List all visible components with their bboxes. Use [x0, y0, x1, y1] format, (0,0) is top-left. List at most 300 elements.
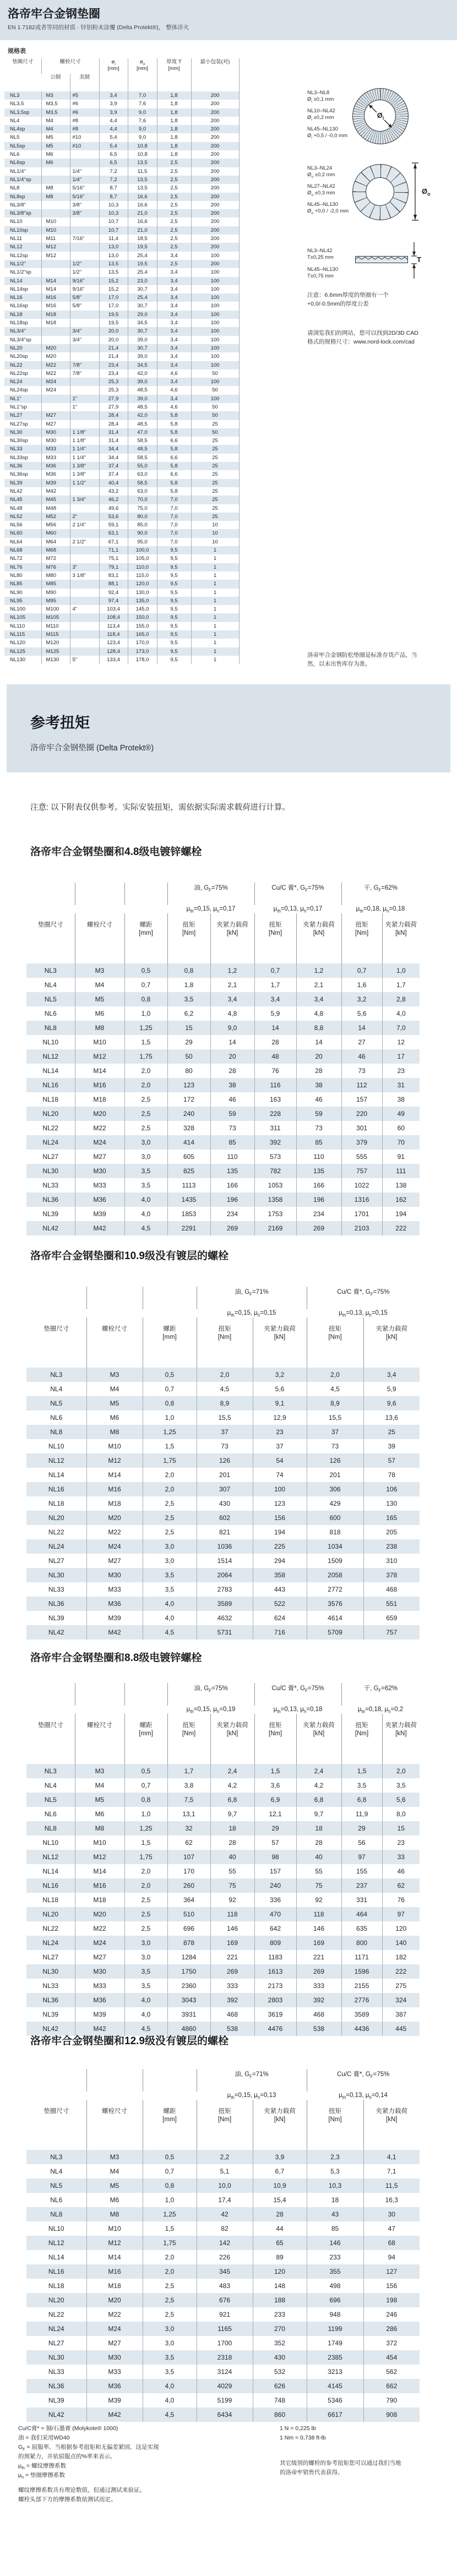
table-cell: NL27 — [48, 2339, 64, 2347]
col-header-clamp-load: 夹紧力载荷 [kN] — [296, 913, 341, 963]
table-cell: 4,0 — [124, 1993, 167, 2007]
table-cell: M8 — [75, 1021, 124, 1035]
table-cell: 11,9 — [341, 1807, 382, 1821]
table-cell: 454 — [363, 2350, 420, 2365]
table-cell: 1,2 — [296, 963, 341, 978]
table-cell: 34,5 — [128, 361, 157, 369]
table-cell: 2,0 — [124, 1878, 167, 1893]
table-cell: 328 — [167, 1121, 210, 1135]
table-cell: 414 — [167, 1135, 210, 1150]
table-cell: 98 — [254, 1850, 296, 1864]
table-cell: 120,0 — [128, 580, 157, 588]
table-row — [4, 361, 239, 369]
table-row — [4, 235, 239, 243]
table-cell: 13,5 — [128, 159, 157, 167]
table-cell: 532 — [253, 2365, 307, 2379]
table-cell: 372 — [363, 2336, 420, 2350]
table-cell: 3,0 — [143, 1539, 197, 1554]
table-cell: 25,4 — [128, 252, 157, 260]
table-cell: 59,1 — [99, 521, 128, 529]
table-cell: 2,0 — [143, 1482, 197, 1496]
table-row — [4, 252, 239, 260]
col-header-min-packaging: 最小包装(对) — [191, 58, 239, 91]
table-cell: 696 — [307, 2293, 363, 2307]
table-cell: 55 — [296, 1864, 341, 1878]
table-cell: NL30 — [42, 1968, 59, 1975]
table-cell: 3,4 — [157, 361, 191, 369]
table-cell: 127 — [363, 2264, 420, 2279]
table-cell: 5,6 — [341, 1006, 382, 1021]
table-cell: 15,4 — [253, 2193, 307, 2207]
table-cell: 7,0 — [157, 495, 191, 504]
table-cell: 1509 — [307, 1554, 363, 1568]
table-row — [26, 1135, 420, 1150]
torque-table-body — [26, 963, 420, 1235]
table-cell: 1,7 — [167, 1764, 210, 1778]
table-cell: 9,5 — [157, 656, 191, 664]
table-cell: 3,4 — [157, 311, 191, 319]
table-cell: 659 — [363, 1611, 420, 1625]
table-cell: 4860 — [167, 2022, 210, 2036]
table-cell: NL3 — [44, 967, 57, 974]
table-cell: 27 — [341, 1035, 382, 1049]
table-row — [26, 1793, 420, 1807]
table-cell: M80 — [41, 571, 70, 580]
table-cell: NL22 — [42, 1124, 59, 1132]
table-cell: NL6 — [50, 1414, 63, 1422]
table-row — [26, 1597, 420, 1611]
table-cell: NL27 — [42, 1153, 59, 1161]
table-cell: 63,1 — [99, 529, 128, 537]
table-cell: NL30 — [10, 429, 23, 435]
table-cell: M42 — [75, 1221, 124, 1235]
table-cell: 50 — [191, 428, 239, 437]
table-cell: 1 1/8" — [70, 428, 99, 437]
table-cell: 156 — [363, 2279, 420, 2293]
table-row — [4, 386, 239, 394]
table-cell: 9,0 — [128, 133, 157, 141]
table-row — [26, 2236, 420, 2250]
table-row — [4, 437, 239, 445]
table-cell: 126 — [197, 1453, 253, 1468]
outer-tolerance-label: NL45–NL130 $Ø_o +0,0 / -2,0$ mm — [307, 201, 349, 215]
table-cell: 198 — [363, 2293, 420, 2307]
table-cell: 921 — [197, 2307, 253, 2322]
col-header-outer-diameter: $ø_o$ [mm] — [128, 58, 157, 91]
table-cell: 3124 — [197, 2365, 253, 2379]
table-cell: NL27 — [42, 1953, 59, 1961]
table-cell: 28 — [254, 1035, 296, 1049]
table-cell: 78 — [363, 1468, 420, 1482]
table-cell: 0,7 — [254, 963, 296, 978]
table-cell: 25 — [191, 495, 239, 504]
table-cell — [70, 589, 99, 597]
table-cell: 23 — [382, 1064, 420, 1078]
table-cell: 2,5 — [143, 2293, 197, 2307]
col-header-clamp-load: 夹紧力载荷 [kN] — [363, 2100, 420, 2150]
table-cell: M14 — [75, 1864, 124, 1878]
table-cell: 228 — [254, 1107, 296, 1121]
table-cell: 3,4 — [210, 992, 254, 1006]
table-cell: 6,6 — [157, 470, 191, 478]
table-cell: 116 — [254, 1078, 296, 1092]
table-row — [4, 513, 239, 521]
table-cell: 2360 — [167, 1979, 210, 1993]
table-cell: 1750 — [167, 1964, 210, 1979]
table-cell: NL36 — [42, 1996, 59, 2004]
table-cell: 15,5 — [197, 1410, 253, 1425]
table-cell: 1 — [191, 622, 239, 630]
col-header-metric: 公制 — [50, 74, 61, 80]
table-cell: 5199 — [197, 2393, 253, 2408]
table-row — [4, 546, 239, 554]
table-cell: M42 — [41, 487, 70, 495]
table-cell — [41, 167, 70, 176]
table-cell: 1,75 — [124, 1850, 167, 1864]
table-cell: NL3 — [10, 92, 20, 99]
table-cell: 0,8 — [124, 992, 167, 1006]
table-cell: 2,5 — [157, 184, 191, 192]
table-cell: 29 — [167, 1035, 210, 1049]
table-cell: 166 — [296, 1178, 341, 1192]
table-cell: M6 — [86, 1410, 143, 1425]
table-cell: 5" — [70, 656, 99, 664]
table-cell: 58,5 — [128, 454, 157, 462]
table-cell: 28,4 — [99, 420, 128, 428]
table-cell: 483 — [197, 2279, 253, 2293]
table-cell: 7,0 — [157, 521, 191, 529]
table-cell: 4,1 — [363, 2150, 420, 2164]
table-cell: 23,4 — [99, 361, 128, 369]
table-cell — [70, 217, 99, 226]
table-row — [4, 108, 239, 117]
table-cell: 79,1 — [99, 563, 128, 571]
spacer-cell — [143, 1287, 197, 1309]
table-cell: 1" — [70, 403, 99, 411]
table-cell: 2,5 — [157, 167, 191, 176]
table-cell: 1171 — [341, 1950, 382, 1964]
table-cell: NL3/8"sp — [10, 210, 31, 217]
table-cell: M85 — [41, 580, 70, 588]
table-cell: 5,1 — [197, 2164, 253, 2179]
table-cell: NL5 — [44, 995, 57, 1003]
table-cell: 25 — [191, 445, 239, 453]
table-cell: 6434 — [197, 2408, 253, 2422]
table-cell: 1 3/4" — [70, 495, 99, 504]
table-cell: 809 — [254, 1936, 296, 1950]
table-cell: M60 — [41, 529, 70, 537]
table-cell: 25 — [191, 479, 239, 487]
table-cell: 1435 — [167, 1192, 210, 1207]
table-cell: 10,8 — [128, 142, 157, 150]
table-cell: M5 — [75, 992, 124, 1006]
table-cell: 757 — [341, 1164, 382, 1178]
table-cell: 782 — [254, 1164, 296, 1178]
table-cell: NL42 — [48, 2411, 64, 2419]
table-cell: 110,0 — [128, 563, 157, 571]
table-cell: M33 — [75, 1979, 124, 1993]
table-cell: NL125 — [10, 648, 25, 655]
table-cell: 358 — [253, 1568, 307, 1582]
table-cell: 9,5 — [157, 605, 191, 613]
table-cell: 716 — [253, 1625, 307, 1640]
table-cell: 1,8 — [157, 117, 191, 125]
stock-availability-note: 洛帝牢合金钢防松垫圈是标准存货产品，当 然，以未出售库存为准。 — [307, 652, 417, 667]
table-cell: 1,8 — [167, 978, 210, 992]
table-cell: 46 — [210, 1092, 254, 1107]
spacer-cell — [124, 883, 167, 905]
table-cell: 3,5 — [124, 1178, 167, 1192]
table-cell: NL42 — [10, 488, 23, 494]
table-row — [4, 285, 239, 293]
table-cell: 5/16" — [70, 193, 99, 201]
group-subheader: $\mu_{th}=0,18$, $\mu_h=0,18$ — [356, 906, 405, 914]
table-cell: 110 — [210, 1150, 254, 1164]
table-cell: M6 — [75, 1006, 124, 1021]
table-row — [26, 1850, 420, 1864]
table-cell: 71,1 — [99, 546, 128, 554]
table-cell: 6,9 — [254, 1793, 296, 1807]
table-cell: 9,6 — [363, 1396, 420, 1410]
col-header-clamp-load: 夹紧力载荷 [kN] — [363, 1317, 420, 1368]
table-row — [4, 344, 239, 352]
table-cell: 1,25 — [124, 1821, 167, 1836]
table-cell: 4436 — [341, 2022, 382, 2036]
outer-diameter-symbol: $Ø_o$ — [422, 187, 431, 197]
table-cell: 1,25 — [143, 2207, 197, 2221]
table-row — [4, 226, 239, 235]
table-cell — [70, 647, 99, 656]
table-cell: 2385 — [307, 2350, 363, 2365]
table-cell: 25 — [363, 1425, 420, 1439]
table-cell: M30 — [41, 428, 70, 437]
table-cell: 37 — [197, 1425, 253, 1439]
table-cell: 2776 — [341, 1993, 382, 2007]
table-cell: 4,0 — [124, 1192, 167, 1207]
table-cell: 3,4 — [296, 992, 341, 1006]
table-cell — [41, 395, 70, 403]
table-cell: 63,0 — [128, 487, 157, 495]
table-cell: 3,5 — [143, 1582, 197, 1597]
table-cell: 200 — [191, 226, 239, 235]
table-cell: 498 — [307, 2279, 363, 2293]
torque-disclaimer-note: 注意: 以下附表仅供参考。实际安装扭矩，需依据实际需求载荷进行计算。 — [30, 803, 291, 812]
table-cell: M16 — [86, 2264, 143, 2279]
table-row — [4, 142, 239, 150]
table-cell: 46,2 — [99, 495, 128, 504]
table-cell: M3 — [75, 963, 124, 978]
table-cell: 0,7 — [143, 1382, 197, 1396]
table-cell: NL8 — [50, 1428, 63, 1436]
table-cell — [70, 243, 99, 251]
table-cell: 9/16" — [70, 285, 99, 293]
table-cell — [70, 554, 99, 563]
table-cell: 1,75 — [143, 1453, 197, 1468]
table-cell: 200 — [191, 159, 239, 167]
table-cell: 85 — [210, 1135, 254, 1150]
table-cell: 15 — [167, 1021, 210, 1035]
table-cell: 2,5 — [124, 1921, 167, 1936]
table-cell: 1,25 — [143, 1425, 197, 1439]
col-header-washer-size: 垫圈尺寸 — [37, 1722, 63, 1729]
table-cell: 3931 — [167, 2007, 210, 2022]
table-cell: NL14sp — [10, 286, 28, 292]
table-cell: 16,6 — [128, 217, 157, 226]
table-cell: M27 — [75, 1150, 124, 1164]
table-cell: 825 — [167, 1164, 210, 1178]
table-cell: 336 — [254, 1893, 296, 1907]
table-cell: #8 — [70, 125, 99, 133]
table-cell: M130 — [41, 656, 70, 664]
table-cell: 100 — [191, 302, 239, 310]
table-cell: 1284 — [167, 1950, 210, 1964]
table-row — [26, 1368, 420, 1382]
table-cell: 150,0 — [128, 613, 157, 622]
table-cell: NL42 — [42, 2025, 59, 2033]
table-cell: 1 1/2" — [70, 479, 99, 487]
table-cell: 10,7 — [99, 226, 128, 235]
table-cell: M22 — [75, 1921, 124, 1936]
table-cell: M8 — [41, 193, 70, 201]
table-row — [4, 293, 239, 302]
torque-table-8-8 — [26, 1683, 420, 2036]
table-cell: 39,0 — [128, 395, 157, 403]
table-cell: 156 — [253, 1511, 307, 1525]
table-cell: NL33 — [48, 2368, 64, 2376]
table-cell: NL120 — [10, 640, 25, 646]
table-cell: 106 — [363, 1482, 420, 1496]
table-cell: 53,6 — [99, 513, 128, 521]
table-cell: 4,0 — [143, 1597, 197, 1611]
table-cell: M10 — [75, 1836, 124, 1850]
table-cell: NL52 — [10, 513, 23, 520]
table-cell: 92 — [210, 1893, 254, 1907]
table-cell: 3576 — [307, 1597, 363, 1611]
group-header-oil: 油, $G_F=71\%$ — [197, 2069, 307, 2092]
col-header-inner-diameter: $ø_i$ [mm] — [99, 58, 128, 91]
table-cell: 392 — [254, 1135, 296, 1150]
table-cell: 2,5 — [124, 1107, 167, 1121]
table-cell: 790 — [363, 2393, 420, 2408]
table-cell: 16,3 — [363, 2193, 420, 2207]
table-cell: 2,0 — [382, 1764, 420, 1778]
col-header-bolt-size: 螺栓尺寸 — [86, 2100, 143, 2150]
table-cell: 3" — [70, 563, 99, 571]
table-cell: 30,7 — [128, 302, 157, 310]
table-cell: 538 — [296, 2022, 341, 2036]
table-cell: 23 — [382, 1836, 420, 1850]
table-cell: 0,7 — [341, 963, 382, 978]
table-cell: M33 — [75, 1178, 124, 1192]
table-cell: 13,1 — [167, 1807, 210, 1821]
col-header-torque: 扭矩 [Nm] — [167, 913, 210, 963]
table-cell: 9,0 — [210, 1021, 254, 1035]
table-cell: 1753 — [254, 1207, 296, 1221]
table-cell: NL18 — [42, 1896, 59, 1904]
table-cell: 91 — [382, 1150, 420, 1164]
table-cell: 25 — [191, 487, 239, 495]
table-cell: 10 — [191, 529, 239, 537]
table-cell: M4 — [86, 2164, 143, 2179]
table-cell: M36 — [75, 1192, 124, 1207]
table-cell: NL5 — [10, 134, 20, 141]
table-cell: 17 — [382, 1049, 420, 1064]
col-header-torque: 扭矩 [Nm] — [197, 1317, 253, 1368]
table-cell: 13,0 — [99, 243, 128, 251]
table-cell — [70, 529, 99, 537]
table-row — [26, 2365, 420, 2379]
table-cell: 38 — [382, 1092, 420, 1107]
table-row — [4, 487, 239, 495]
spec-table-header — [4, 58, 239, 91]
col-header-bolt-size: 螺栓尺寸 — [75, 1714, 124, 1764]
table-cell: 97 — [382, 1907, 420, 1921]
table-cell: 4,6 — [157, 386, 191, 394]
cad-download-note: 请浏览我们的网站，您可以找到2D/3D CAD 格式的规格尺寸：www.nord-lock.com/cad — [307, 330, 418, 345]
table-cell: M42 — [86, 2408, 143, 2422]
table-cell: M20 — [75, 1907, 124, 1921]
table-cell: 105,0 — [128, 554, 157, 563]
table-cell: #5 — [70, 91, 99, 100]
table-cell: 12,9 — [253, 1410, 307, 1425]
table-cell: 20,0 — [99, 336, 128, 344]
col-header-torque: 扭矩 [Nm] — [167, 1714, 210, 1764]
table-cell: 696 — [167, 1921, 210, 1936]
table-cell: 286 — [363, 2322, 420, 2336]
table-cell: NL5 — [44, 1796, 57, 1804]
table-row — [26, 2221, 420, 2236]
table-row — [26, 1121, 420, 1135]
table-cell: M4 — [75, 1778, 124, 1793]
table-cell: 301 — [341, 1121, 382, 1135]
table-cell: M90 — [41, 589, 70, 597]
table-cell: 1022 — [341, 1178, 382, 1192]
table-cell: NL30 — [48, 1571, 64, 1579]
table-cell: M20 — [41, 344, 70, 352]
table-cell: 294 — [253, 1554, 307, 1568]
table-cell: NL95 — [10, 597, 23, 604]
table-cell: M12 — [86, 1453, 143, 1468]
table-cell: 7,0 — [157, 529, 191, 537]
table-cell: 3,9 — [99, 100, 128, 108]
table-cell: 7,0 — [157, 513, 191, 521]
table-cell: 31,4 — [99, 428, 128, 437]
table-cell: 145,0 — [128, 605, 157, 613]
table-cell: 100 — [191, 268, 239, 276]
table-cell: 201 — [197, 1468, 253, 1482]
table-cell: 602 — [197, 1511, 253, 1525]
table-cell: NL4 — [50, 1385, 63, 1393]
table-cell: 194 — [382, 1207, 420, 1221]
table-cell: 15,5 — [307, 1410, 363, 1425]
torque-table-title-12-9: 洛帝牢合金钢垫圈和12.9级没有镀层的螺栓 — [30, 2035, 228, 2047]
table-row — [4, 454, 239, 462]
table-cell: 188 — [253, 2293, 307, 2307]
table-cell: 6,5 — [99, 150, 128, 159]
table-cell: 100 — [191, 352, 239, 361]
table-cell: NL39 — [48, 2397, 64, 2404]
table-cell: 3,5 — [143, 2365, 197, 2379]
table-cell: NL18 — [10, 311, 23, 318]
table-cell: 62 — [167, 1836, 210, 1850]
table-cell: 55 — [210, 1864, 254, 1878]
table-cell: 23 — [253, 1425, 307, 1439]
table-cell: NL48 — [10, 505, 23, 511]
table-cell: 1,0 — [124, 1006, 167, 1021]
table-row — [26, 1936, 420, 1950]
table-cell: 1,0 — [382, 963, 420, 978]
table-row — [26, 2179, 420, 2193]
